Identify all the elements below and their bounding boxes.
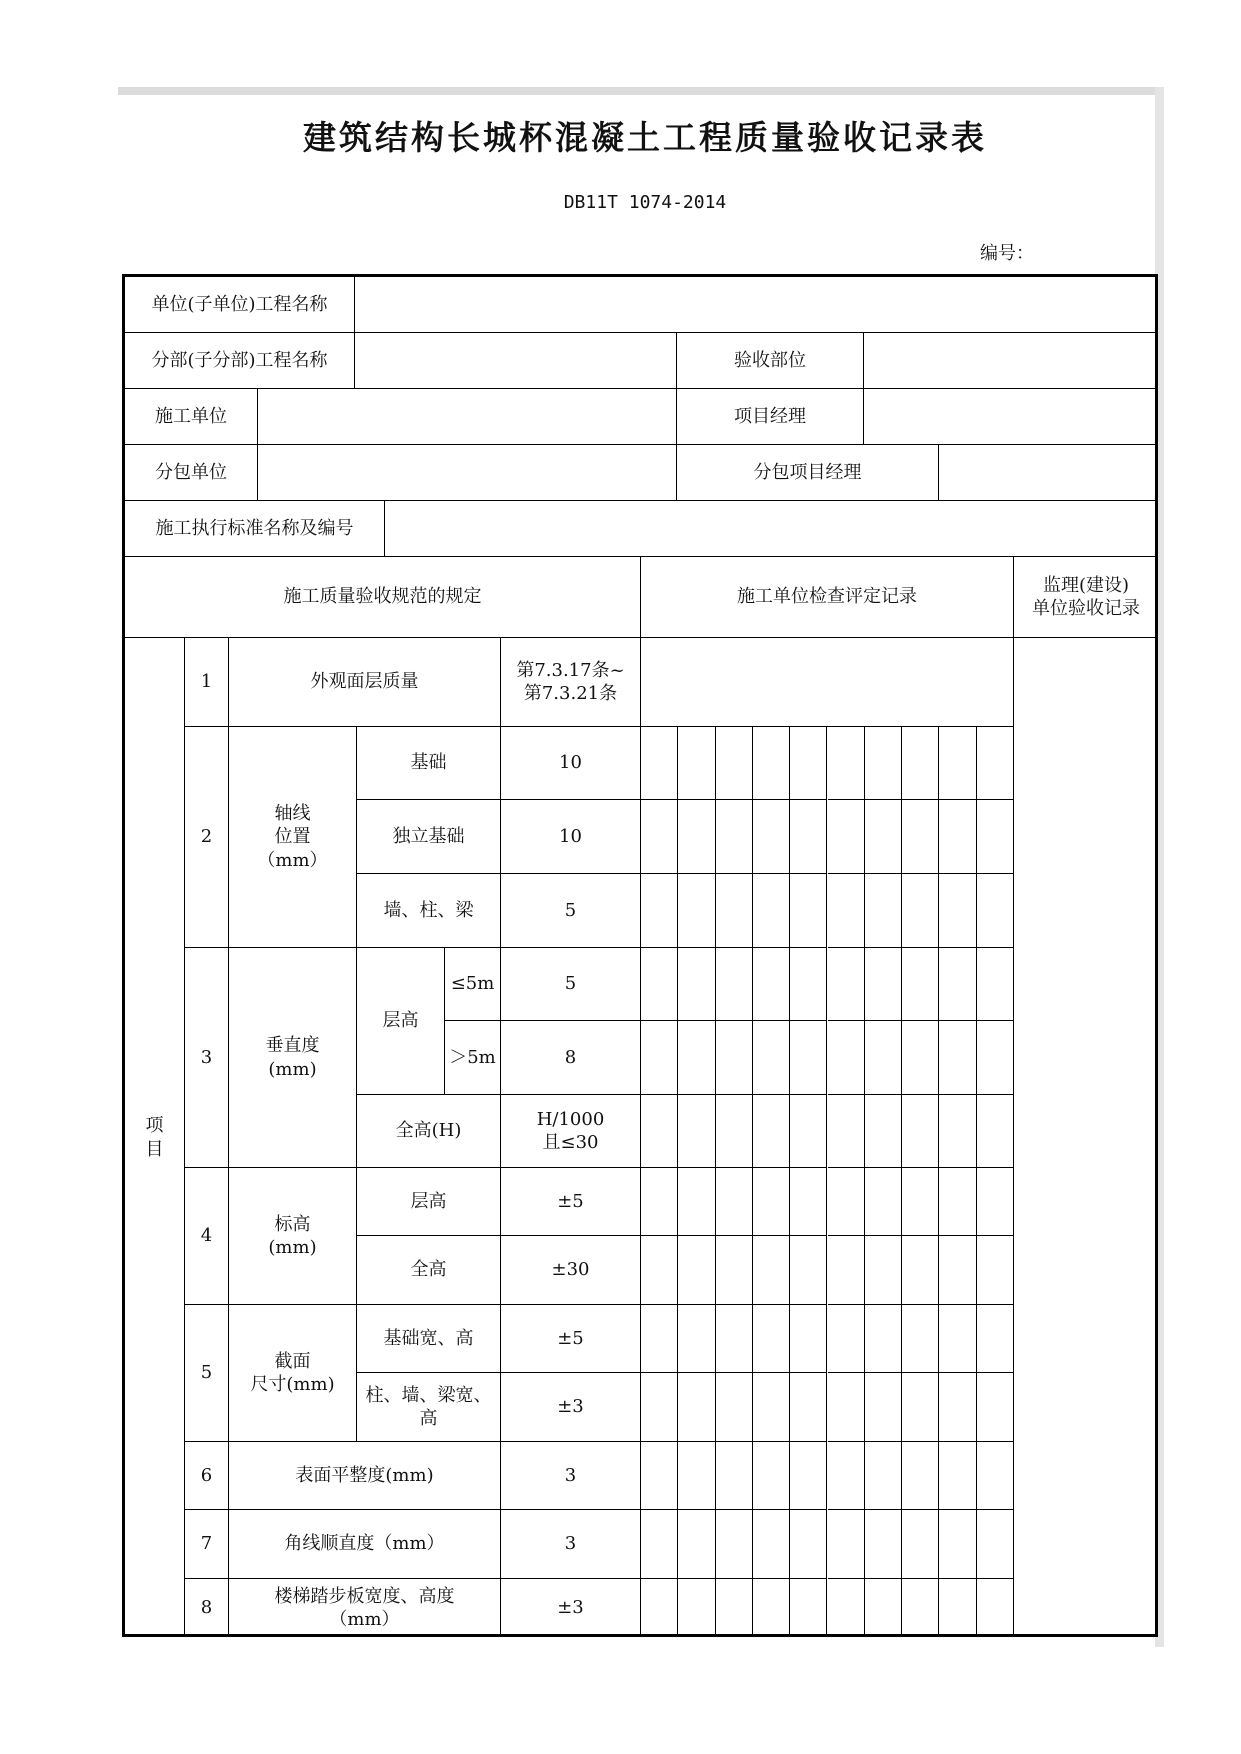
check-record-cell[interactable]	[790, 948, 827, 1021]
check-record-cell[interactable]	[716, 1510, 753, 1579]
item-2-sub-value: 5	[501, 874, 641, 948]
check-record-cell[interactable]	[678, 874, 715, 948]
check-record-cell[interactable]	[641, 1095, 678, 1168]
check-column-header: 施工单位检查评定记录	[641, 557, 1014, 638]
check-record-cell[interactable]	[865, 948, 902, 1021]
item-6-value: 3	[501, 1442, 641, 1510]
check-record-cell[interactable]	[939, 874, 976, 948]
item-7-name: 角线顺直度（mm）	[229, 1510, 501, 1579]
check-record-cell[interactable]	[828, 1305, 865, 1373]
check-record-cell[interactable]	[678, 1021, 715, 1095]
check-record-cell[interactable]	[828, 1373, 865, 1442]
check-record-cell[interactable]	[678, 1095, 715, 1168]
check-record-cell[interactable]	[902, 1373, 939, 1442]
item-3-gt-value: 8	[501, 1021, 641, 1095]
acceptance-part-field[interactable]	[864, 333, 1158, 389]
check-record-cell[interactable]	[939, 1579, 976, 1637]
check-record-cell[interactable]	[716, 1095, 753, 1168]
check-record-cell[interactable]	[716, 1579, 753, 1637]
check-record-cell[interactable]	[790, 800, 827, 874]
check-record-cell[interactable]	[641, 1579, 678, 1637]
item-4-sub-label: 层高	[357, 1168, 501, 1236]
check-record-cell[interactable]	[828, 1442, 865, 1510]
check-record-cell[interactable]	[939, 1510, 976, 1579]
check-record-cell[interactable]	[678, 1236, 715, 1305]
check-record-cell[interactable]	[790, 1021, 827, 1095]
supervision-column-header: 监理(建设) 单位验收记录	[1014, 557, 1158, 638]
check-record-cell[interactable]	[641, 948, 678, 1021]
check-record-cell[interactable]	[939, 1442, 976, 1510]
item-3-floor-label: 层高	[357, 948, 445, 1095]
check-record-cell[interactable]	[865, 1168, 902, 1236]
check-record-cell[interactable]	[865, 1236, 902, 1305]
check-record-cell[interactable]	[977, 1305, 1014, 1373]
check-record-cell[interactable]	[716, 1442, 753, 1510]
acceptance-record-form	[122, 274, 1158, 1637]
check-record-cell[interactable]	[790, 1168, 827, 1236]
check-record-cell[interactable]	[902, 1095, 939, 1168]
item-3-le-label: ≤5m	[445, 948, 501, 1021]
item-2-sub-label: 独立基础	[357, 800, 501, 874]
item-4-sub-value: ±30	[501, 1236, 641, 1305]
check-record-cell[interactable]	[790, 1510, 827, 1579]
check-record-cell[interactable]	[939, 800, 976, 874]
check-record-cell[interactable]	[641, 1236, 678, 1305]
item-3-number: 3	[185, 948, 229, 1168]
check-record-cell[interactable]	[641, 874, 678, 948]
check-record-cell[interactable]	[753, 1168, 790, 1236]
check-record-cell[interactable]	[828, 1510, 865, 1579]
check-record-cell[interactable]	[641, 1168, 678, 1236]
check-record-cell[interactable]	[939, 1373, 976, 1442]
item-1-name: 外观面层质量	[229, 638, 501, 727]
item-1-check-record[interactable]	[641, 638, 1014, 727]
check-record-cell[interactable]	[902, 1168, 939, 1236]
check-record-cell[interactable]	[753, 1095, 790, 1168]
check-record-cell[interactable]	[977, 1373, 1014, 1442]
check-record-cell[interactable]	[977, 1442, 1014, 1510]
check-record-cell[interactable]	[678, 1373, 715, 1442]
check-record-cell[interactable]	[902, 1510, 939, 1579]
check-record-cell[interactable]	[977, 874, 1014, 948]
check-record-cell[interactable]	[865, 1305, 902, 1373]
items-section-label: 项 目	[125, 638, 185, 1637]
check-record-cell[interactable]	[865, 727, 902, 800]
check-record-cell[interactable]	[902, 874, 939, 948]
check-record-cell[interactable]	[977, 1236, 1014, 1305]
check-record-cell[interactable]	[678, 800, 715, 874]
check-record-cell[interactable]	[790, 727, 827, 800]
check-record-cell[interactable]	[678, 1442, 715, 1510]
check-record-cell[interactable]	[865, 1095, 902, 1168]
check-record-cell[interactable]	[716, 948, 753, 1021]
check-record-cell[interactable]	[641, 800, 678, 874]
check-record-cell[interactable]	[716, 800, 753, 874]
item-6-number: 6	[185, 1442, 229, 1510]
check-record-cell[interactable]	[902, 1305, 939, 1373]
project-manager-field[interactable]	[864, 389, 1158, 445]
check-record-cell[interactable]	[678, 1168, 715, 1236]
item-2-sub-label: 墙、柱、梁	[357, 874, 501, 948]
check-record-cell[interactable]	[939, 1021, 976, 1095]
check-record-cell[interactable]	[828, 948, 865, 1021]
item-7-value: 3	[501, 1510, 641, 1579]
item-7-number: 7	[185, 1510, 229, 1579]
check-record-cell[interactable]	[828, 1095, 865, 1168]
check-record-cell[interactable]	[977, 1579, 1014, 1637]
check-record-cell[interactable]	[641, 1510, 678, 1579]
record-number-label: 编号：	[980, 243, 1034, 264]
item-5-sub-value: ±3	[501, 1373, 641, 1442]
check-record-cell[interactable]	[716, 1305, 753, 1373]
check-record-cell[interactable]	[939, 1236, 976, 1305]
check-record-cell[interactable]	[753, 1373, 790, 1442]
check-record-cell[interactable]	[790, 1442, 827, 1510]
unit-project-field[interactable]	[355, 277, 1158, 333]
check-record-cell[interactable]	[678, 1579, 715, 1637]
check-record-cell[interactable]	[865, 1510, 902, 1579]
item-2-sub-label: 基础	[357, 727, 501, 800]
check-record-cell[interactable]	[902, 1442, 939, 1510]
check-record-cell[interactable]	[641, 1373, 678, 1442]
item-3-total-label: 全高(H)	[357, 1095, 501, 1168]
item-4-number: 4	[185, 1168, 229, 1305]
standard-name-label: 施工执行标准名称及编号	[125, 501, 385, 557]
item-3-le-value: 5	[501, 948, 641, 1021]
construction-unit-field[interactable]	[258, 389, 677, 445]
item-8-number: 8	[185, 1579, 229, 1637]
check-record-cell[interactable]	[753, 1510, 790, 1579]
check-record-cell[interactable]	[828, 1021, 865, 1095]
item-4-name: 标高 (mm)	[229, 1168, 357, 1305]
spec-column-header: 施工质量验收规范的规定	[125, 557, 641, 638]
supervision-record-field[interactable]	[1014, 638, 1158, 1637]
subcontractor-label: 分包单位	[125, 445, 258, 501]
check-record-cell[interactable]	[678, 1510, 715, 1579]
check-record-cell[interactable]	[753, 727, 790, 800]
check-record-cell[interactable]	[678, 1305, 715, 1373]
check-record-cell[interactable]	[716, 1021, 753, 1095]
check-record-cell[interactable]	[902, 727, 939, 800]
check-record-cell[interactable]	[828, 727, 865, 800]
check-record-cell[interactable]	[977, 727, 1014, 800]
check-record-cell[interactable]	[977, 800, 1014, 874]
item-2-sub-value: 10	[501, 800, 641, 874]
check-record-cell[interactable]	[716, 1168, 753, 1236]
item-5-name: 截面 尺寸(mm)	[229, 1305, 357, 1442]
check-record-cell[interactable]	[865, 800, 902, 874]
check-record-cell[interactable]	[865, 1021, 902, 1095]
check-record-cell[interactable]	[939, 1305, 976, 1373]
sub-project-manager-field[interactable]	[939, 445, 1158, 501]
check-record-cell[interactable]	[790, 874, 827, 948]
item-2-number: 2	[185, 727, 229, 948]
item-3-name: 垂直度 (mm)	[229, 948, 357, 1168]
subcontractor-field[interactable]	[258, 445, 677, 501]
check-record-cell[interactable]	[678, 727, 715, 800]
check-record-cell[interactable]	[902, 1021, 939, 1095]
check-record-cell[interactable]	[790, 1305, 827, 1373]
item-1-number: 1	[185, 638, 229, 727]
check-record-cell[interactable]	[753, 1305, 790, 1373]
item-5-sub-label: 柱、墙、梁宽、 高	[357, 1373, 501, 1442]
check-record-cell[interactable]	[716, 1373, 753, 1442]
item-3-total-value: H/1000 且≤30	[501, 1095, 641, 1168]
check-record-cell[interactable]	[641, 1305, 678, 1373]
check-record-cell[interactable]	[753, 800, 790, 874]
check-record-cell[interactable]	[753, 1579, 790, 1637]
check-record-cell[interactable]	[716, 727, 753, 800]
check-record-cell[interactable]	[977, 1021, 1014, 1095]
sub-project-manager-label: 分包项目经理	[677, 445, 939, 501]
check-record-cell[interactable]	[641, 727, 678, 800]
item-4-sub-value: ±5	[501, 1168, 641, 1236]
item-5-sub-value: ±5	[501, 1305, 641, 1373]
check-record-cell[interactable]	[828, 1168, 865, 1236]
check-record-cell[interactable]	[902, 1236, 939, 1305]
check-record-cell[interactable]	[716, 874, 753, 948]
check-record-cell[interactable]	[977, 1168, 1014, 1236]
check-record-cell[interactable]	[939, 727, 976, 800]
check-record-cell[interactable]	[790, 1373, 827, 1442]
page-frame-top	[118, 87, 1163, 95]
check-record-cell[interactable]	[977, 1095, 1014, 1168]
check-record-cell[interactable]	[828, 1579, 865, 1637]
check-record-cell[interactable]	[790, 1236, 827, 1305]
check-record-cell[interactable]	[939, 1095, 976, 1168]
check-record-cell[interactable]	[828, 1236, 865, 1305]
check-record-cell[interactable]	[790, 1095, 827, 1168]
form-title: 建筑结构长城杯混凝土工程质量验收记录表	[303, 118, 987, 157]
check-record-cell[interactable]	[641, 1021, 678, 1095]
standard-number: DB11T 1074-2014	[563, 192, 727, 213]
sub-project-field[interactable]	[355, 333, 677, 389]
check-record-cell[interactable]	[977, 1510, 1014, 1579]
item-1-reference: 第7.3.17条~ 第7.3.21条	[501, 638, 641, 727]
check-record-cell[interactable]	[865, 1579, 902, 1637]
check-record-cell[interactable]	[790, 1579, 827, 1637]
item-5-number: 5	[185, 1305, 229, 1442]
check-record-cell[interactable]	[753, 1442, 790, 1510]
unit-project-label: 单位(子单位)工程名称	[125, 277, 355, 333]
sub-project-label: 分部(子分部)工程名称	[125, 333, 355, 389]
check-record-cell[interactable]	[865, 874, 902, 948]
item-8-value: ±3	[501, 1579, 641, 1637]
item-6-name: 表面平整度(mm)	[229, 1442, 501, 1510]
check-record-cell[interactable]	[977, 948, 1014, 1021]
item-3-gt-label: ＞5m	[445, 1021, 501, 1095]
construction-unit-label: 施工单位	[125, 389, 258, 445]
check-record-cell[interactable]	[753, 1021, 790, 1095]
project-manager-label: 项目经理	[677, 389, 864, 445]
check-record-cell[interactable]	[641, 1442, 678, 1510]
acceptance-part-label: 验收部位	[677, 333, 864, 389]
check-record-cell[interactable]	[865, 1442, 902, 1510]
standard-name-field[interactable]	[385, 501, 1158, 557]
check-record-cell[interactable]	[678, 948, 715, 1021]
check-record-cell[interactable]	[939, 948, 976, 1021]
check-record-cell[interactable]	[902, 800, 939, 874]
item-2-name: 轴线 位置 （mm）	[229, 727, 357, 948]
check-record-cell[interactable]	[716, 1236, 753, 1305]
item-4-sub-label: 全高	[357, 1236, 501, 1305]
check-record-cell[interactable]	[828, 874, 865, 948]
check-record-cell[interactable]	[939, 1168, 976, 1236]
check-record-cell[interactable]	[753, 874, 790, 948]
check-record-cell[interactable]	[902, 1579, 939, 1637]
check-record-cell[interactable]	[865, 1373, 902, 1442]
check-record-cell[interactable]	[753, 1236, 790, 1305]
check-record-cell[interactable]	[828, 800, 865, 874]
check-record-cell[interactable]	[753, 948, 790, 1021]
check-record-cell[interactable]	[902, 948, 939, 1021]
item-8-name: 楼梯踏步板宽度、高度 （mm）	[229, 1579, 501, 1637]
item-2-sub-value: 10	[501, 727, 641, 800]
item-5-sub-label: 基础宽、高	[357, 1305, 501, 1373]
